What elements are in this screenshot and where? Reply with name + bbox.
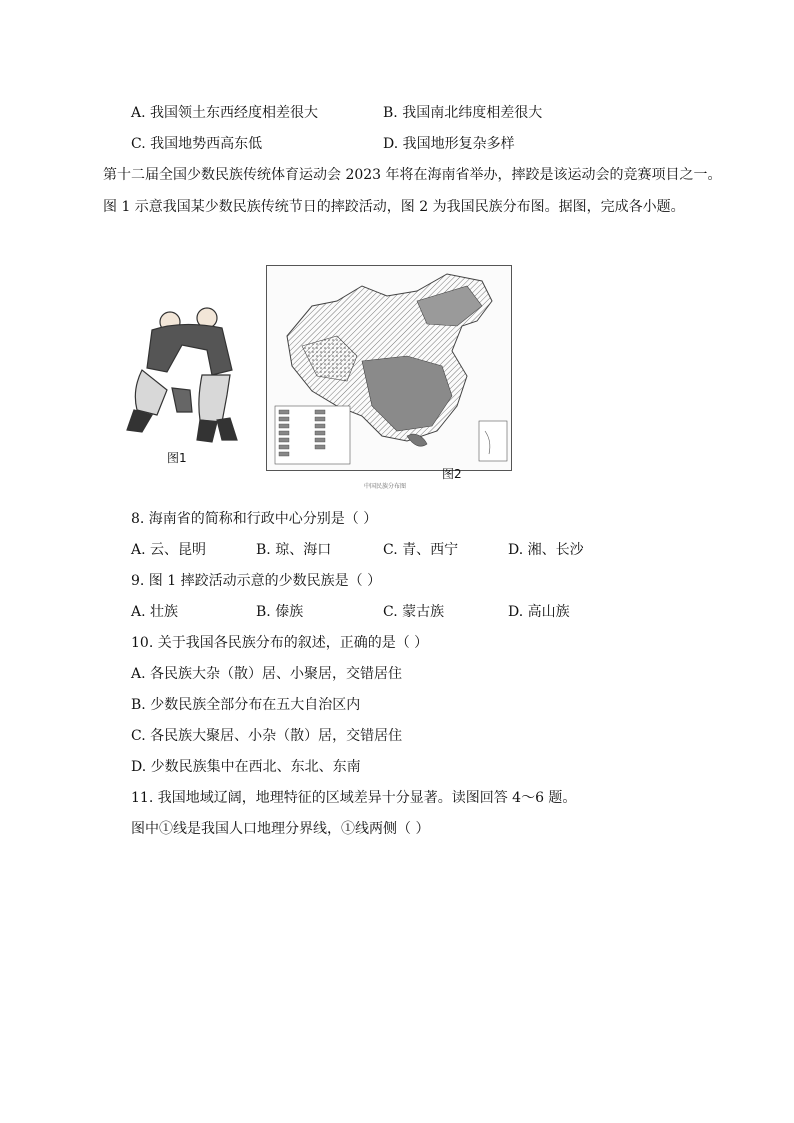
q9-option-b: B. 傣族 bbox=[256, 604, 304, 620]
figure-area bbox=[112, 262, 516, 494]
question-11-stem: 11. 我国地域辽阔，地理特征的区域差异十分显著。读图回答 4～6 题。 bbox=[131, 790, 577, 806]
intro-line-1: 第十二届全国少数民族传统体育运动会 2023 年将在海南省举办，摔跤是该运动会的竞赛项目之一。 bbox=[103, 167, 722, 183]
q10-option-b: B. 少数民族全部分布在五大自治区内 bbox=[131, 697, 361, 713]
question-10-stem: 10. 关于我国各民族分布的叙述，正确的是（ ） bbox=[131, 635, 429, 651]
option-c: C. 我国地势西高东低 bbox=[131, 136, 263, 152]
option-d: D. 我国地形复杂多样 bbox=[383, 136, 515, 152]
q8-option-c: C. 青、西宁 bbox=[383, 542, 459, 558]
q8-option-d: D. 湘、长沙 bbox=[508, 542, 584, 558]
figure-2-caption: 图2 bbox=[442, 467, 462, 481]
china-map-graphic bbox=[267, 266, 511, 470]
question-8-stem: 8. 海南省的简称和行政中心分别是（ ） bbox=[131, 511, 378, 527]
ethnic-distribution-map bbox=[266, 265, 512, 471]
q10-option-d: D. 少数民族集中在西北、东北、东南 bbox=[131, 759, 361, 775]
intro-line-2: 图 1 示意我国某少数民族传统节日的摔跤活动，图 2 为我国民族分布图。据图，完成各小题。 bbox=[103, 199, 685, 215]
map-title: 中国民族分布图 bbox=[364, 483, 407, 490]
question-11-sub: 图中①线是我国人口地理分界线，①线两侧（ ） bbox=[131, 821, 430, 837]
wrestling-illustration bbox=[112, 300, 262, 450]
figure-1-caption: 图1 bbox=[167, 451, 187, 465]
option-b: B. 我国南北纬度相差很大 bbox=[383, 105, 543, 121]
q9-option-a: A. 壮族 bbox=[131, 604, 179, 620]
question-9-stem: 9. 图 1 摔跤活动示意的少数民族是（ ） bbox=[131, 573, 382, 589]
q9-option-c: C. 蒙古族 bbox=[383, 604, 445, 620]
q10-option-a: A. 各民族大杂（散）居、小聚居，交错居住 bbox=[131, 666, 403, 682]
q10-option-c: C. 各民族大聚居、小杂（散）居，交错居住 bbox=[131, 728, 403, 744]
q9-option-d: D. 高山族 bbox=[508, 604, 570, 620]
q8-option-b: B. 琼、海口 bbox=[256, 542, 332, 558]
option-a: A. 我国领土东西经度相差很大 bbox=[131, 105, 319, 121]
q8-option-a: A. 云、昆明 bbox=[131, 542, 207, 558]
